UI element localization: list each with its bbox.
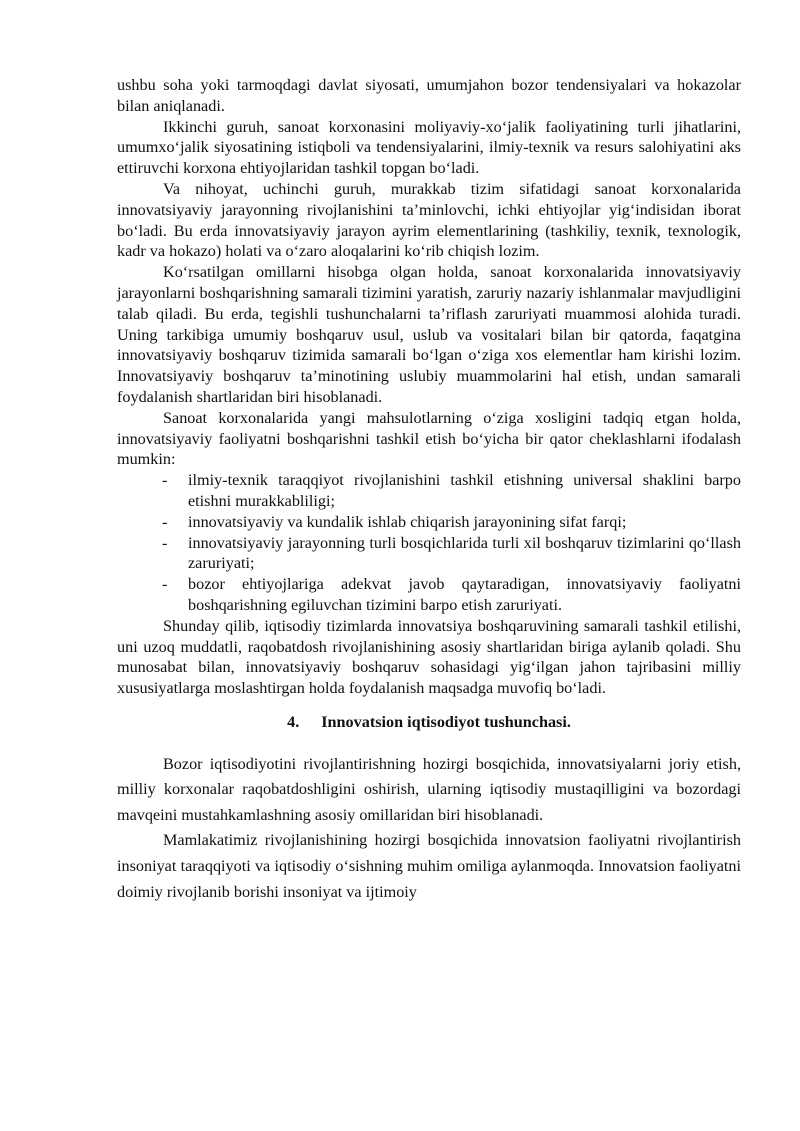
list-item-text: innovatsiyaviy va kundalik ishlab chiqarish jarayonining sifat farqi; — [188, 512, 627, 531]
paragraph-second-group: Ikkinchi guruh, sanoat korxonasini moliyaviy-xo‘jalik faoliyatining turli jihatlarini, umumxo‘jalik siyosatining istiqboli va tendensiyalarini, ilmiy-texnik va resurs salohiyatini aks ettiruvchi korxona ehtiyojlaridan tashkil topgan bo‘ladi. — [117, 117, 741, 178]
list-dash: - — [162, 575, 168, 594]
paragraph-conclusion: Shunday qilib, iqtisodiy tizimlarda innovatsiya boshqaruvining samarali tashkil etilishi, uni uzoq muddatli, raqobatdosh rivojlanishining asosiy shartlaridan biriga aylanib qoladi. Shu munosabat bilan, innovatsiyaviy boshqaruv sohasidagi yig‘ilgan jahon tajribasini milliy xususiyatlarga moslashtirgan holda foydalanish maqsadga muvofiq bo‘ladi. — [117, 616, 741, 698]
section-heading — [117, 712, 741, 733]
list-item — [117, 470, 741, 512]
section-body — [117, 752, 741, 906]
list-item-text: ilmiy-texnik taraqqiyot rivojlanishini tashkil etishning universal shaklini barpo etishni murakkabliligi; — [188, 471, 741, 510]
paragraph-third-group: Va nihoyat, uchinchi guruh, murakkab tizim sifatidagi sanoat korxonalarida innovatsiyaviy jarayonning rivojlanishini ta’minlovchi, ichki ehtiyojlar yig‘indisidan iborat bo‘ladi. Bu erda innovatsiyaviy jarayon ayrim elementlarining (tashkiliy, texnik, texnologik, kadr va hokazo) holati va o‘zaro aloqalarini ko‘rib chiqish lozim. — [117, 179, 741, 261]
section-number: 4. — [287, 712, 300, 731]
section-title: Innovatsion iqtisodiyot tushunchasi. — [321, 712, 571, 731]
list-item — [117, 574, 741, 616]
paragraph-factors: Ko‘rsatilgan omillarni hisobga olgan holda, sanoat korxonalarida innovatsiyaviy jarayonlarni boshqarishning samarali tizimini yaratish, zaruriy nazariy ishlanmalar mavjudligini talab qiladi. Bu erda, tegishli tushunchalarni ta’riflash zaruriyati muammosi alohida turadi. Uning tarkibiga umumiy boshqaruv usul, uslub va vositalari bilan bir qatorda, faqatgina innovatsiyaviy boshqaruv tizimida samarali bo‘lgan o‘ziga xos elementlar ham kirishi lozim. Innovatsiyaviy boshqaruv ta’minotining uslubiy muammolarini hal etish, undan samarali foydalanish shartlaridan biri hisoblanadi. — [117, 263, 741, 406]
list-item-text: innovatsiyaviy jarayonning turli bosqichlarida turli xil boshqaruv tizimlarini qo‘llash zaruriyati; — [188, 533, 741, 573]
document-page — [117, 75, 741, 905]
list-dash: - — [162, 533, 168, 552]
list-item-text: bozor ehtiyojlariga adekvat javob qaytaradigan, innovatsiyaviy faoliyatni boshqarishning egiluvchan tizimini barpo etish zaruriyati. — [188, 575, 741, 614]
list-dash: - — [162, 512, 168, 531]
paragraph-market-economy: Bozor iqtisodiyotini rivojlantirishning hozirgi bosqichida, innovatsiyalarni joriy etish, milliy korxonalar raqobatdoshligini oshirish, ularning iqtisodiy mustaqilligini va bozordagi mavqeini mustahkamlashning asosiy omillaridan biri hisoblanadi. — [117, 754, 741, 824]
list-dash: - — [162, 471, 168, 490]
paragraph-restrictions-intro: Sanoat korxonalarida yangi mahsulotlarning o‘ziga xosligini tadqiq etgan holda, innovatsiyaviy faoliyatni boshqarishni tashkil etish bo‘yicha bir qator cheklashlarni ifodalash mumkin: — [117, 408, 741, 469]
list-item — [117, 533, 741, 575]
paragraph-country-development: Mamlakatimiz rivojlanishining hozirgi bosqichida innovatsion faoliyatni rivojlantirish insoniyat taraqqiyoti va iqtisodiy o‘sishning muhim omiliga aylanmoqda. Innovatsion faoliyatni doimiy rivojlanib borishi insoniyat va ijtimoiy — [117, 831, 741, 901]
list-item — [117, 512, 741, 533]
paragraph-continuation: ushbu soha yoki tarmoqdagi davlat siyosati, umumjahon bozor tendensiyalari va hokazolar bilan aniqlanadi. — [117, 76, 741, 115]
restrictions-list — [117, 470, 741, 616]
